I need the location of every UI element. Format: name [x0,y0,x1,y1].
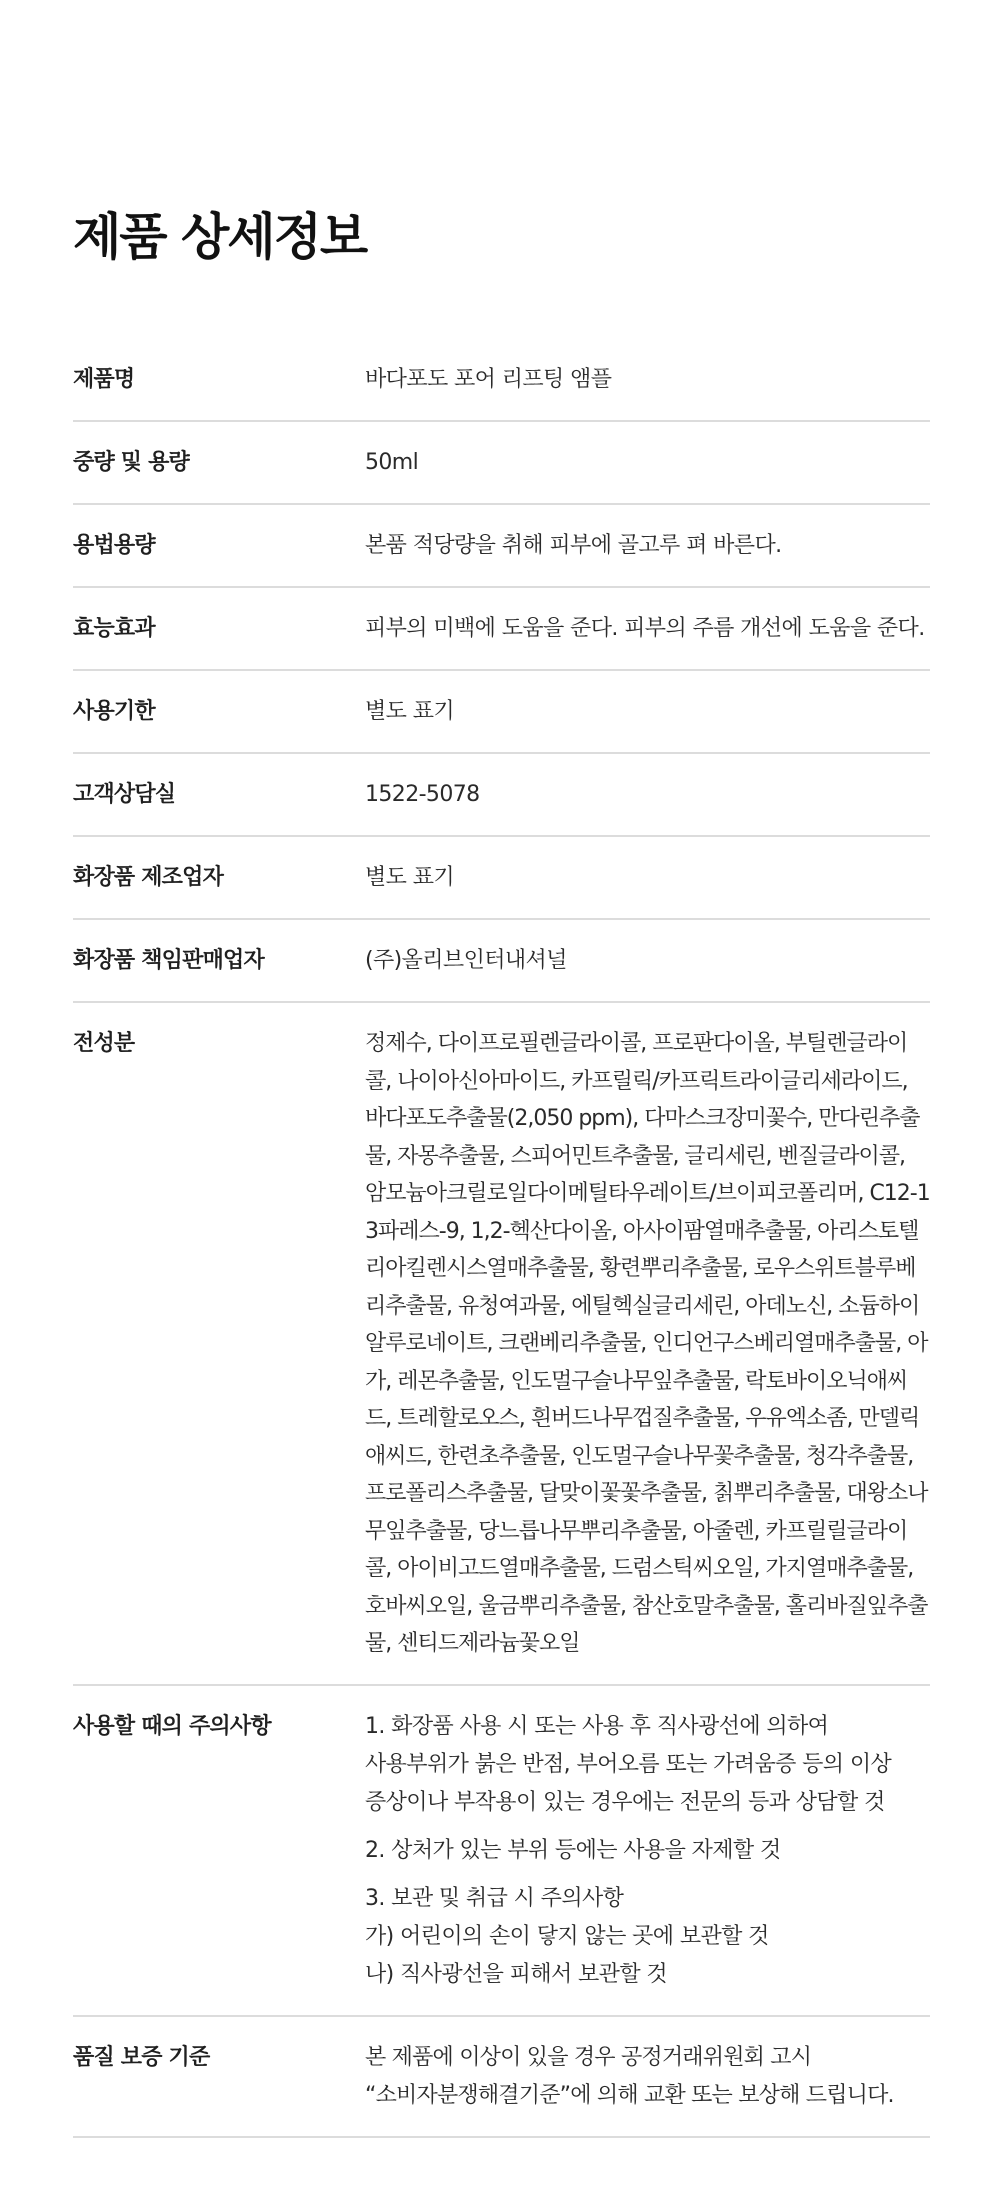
caution-item [365,1880,930,1994]
ingredients-text: 정제수, 다이프로필렌글라이콜, 프로판다이올, 부틸렌글라이콜, 나이아신아마이드, 카프릴릭/카프릭트라이글리세라이드, 바다포도추출물(2,050 ppm), 다마스크장미꽃수, 만다린추출물, 자몽추출물, 스피어민트추출물, 글리세린, 벤질글라이콜, 암모늄아크릴로일다이메틸타우레이트/브이피코폴리머, C12-13파레스-9, 1,2-헥산다이올, 아사이팜열매추출물, 아리스토텔리아킬렌시스열매추출물, 황련뿌리추출물, 로우스위트블루베리추출물, 유청여과물, 에틸헥실글리세린, 아데노신, 소듐하이알루로네이트, 크랜베리추출물, 인디언구스베리열매추출물, 아가, 레몬추출물, 인도멀구슬나무잎추출물, 락토바이오닉애씨드, 트레할로오스, 흰버드나무껍질추출물, 우유엑소좀, 만델릭애씨드, 한련초추출물, 인도멀구슬나무꽃추출물, 청각추출물, 프로폴리스추출물, 달맞이꽃꽃추출물, 칡뿌리추출물, 대왕소나무잎추출물, 당느릅나무뿌리추출물, 아줄렌, 카프릴릴글라이콜, 아이비고드열매추출물, 드럼스틱씨오일, 가지열매추출물, 호바씨오일, 울금뿌리추출물, 참산호말추출물, 홀리바질잎추출물, 센티드제라늄꽃오일 [365,1031,930,1656]
spec-label: 사용기한 [73,699,155,724]
cautions-list [365,1708,930,1994]
caution-item [365,1832,930,1870]
spec-label: 중량 및 용량 [73,450,189,475]
spec-row-efficacy [73,588,930,671]
spec-label: 품질 보증 기준 [73,2044,210,2070]
spec-label: 효능효과 [73,616,155,641]
spec-row-ingredients [73,1003,930,1686]
spec-table [73,339,930,2138]
page-title: 제품 상세정보 [73,208,367,266]
spec-value: 50ml [365,450,419,475]
spec-row-customer-center [73,754,930,837]
spec-value: 1522-5078 [365,782,480,807]
caution-line: 1. 화장품 사용 시 또는 사용 후 직사광선에 의하여 사용부위가 붉은 반점, 부어오름 또는 가려움증 등의 이상 증상이나 부작용이 있는 경우에는 전문의 등과 상담할 것 [365,1713,892,1815]
spec-value: 피부의 미백에 도움을 준다. 피부의 주름 개선에 도움을 준다. [365,616,925,641]
spec-label: 화장품 제조업자 [73,865,224,890]
spec-label: 용법용량 [73,533,155,558]
spec-label: 사용할 때의 주의사항 [73,1713,271,1739]
caution-line: 2. 상처가 있는 부위 등에는 사용을 자제할 것 [365,1837,781,1863]
spec-label: 전성분 [73,1031,135,1056]
spec-value: 바다포도 포어 리프팅 앰플 [365,367,612,392]
spec-row-expiry [73,671,930,754]
spec-label: 고객상담실 [73,782,176,807]
spec-row-usage [73,505,930,588]
caution-subline: 나) 직사광선을 피해서 보관할 것 [365,1961,668,1987]
spec-row-cautions [73,1686,930,2017]
spec-value: 본품 적당량을 취해 피부에 골고루 펴 바른다. [365,533,782,558]
spec-row-distributor [73,920,930,1003]
spec-row-volume [73,422,930,505]
spec-label: 화장품 책임판매업자 [73,948,264,973]
caution-item [365,1708,930,1822]
spec-row-manufacturer [73,837,930,920]
spec-value: (주)올리브인터내셔널 [365,948,567,973]
spec-value: 본 제품에 이상이 있을 경우 공정거래위원회 고시 “소비자분쟁해결기준”에 의해 교환 또는 보상해 드립니다. [365,2044,894,2108]
spec-value: 별도 표기 [365,699,455,724]
spec-row-quality-guarantee [73,2017,930,2138]
spec-value: 별도 표기 [365,865,455,890]
spec-row-product-name [73,339,930,422]
spec-label: 제품명 [73,367,135,392]
caution-line: 3. 보관 및 취급 시 주의사항 [365,1885,624,1911]
caution-subline: 가) 어린이의 손이 닿지 않는 곳에 보관할 것 [365,1923,769,1949]
